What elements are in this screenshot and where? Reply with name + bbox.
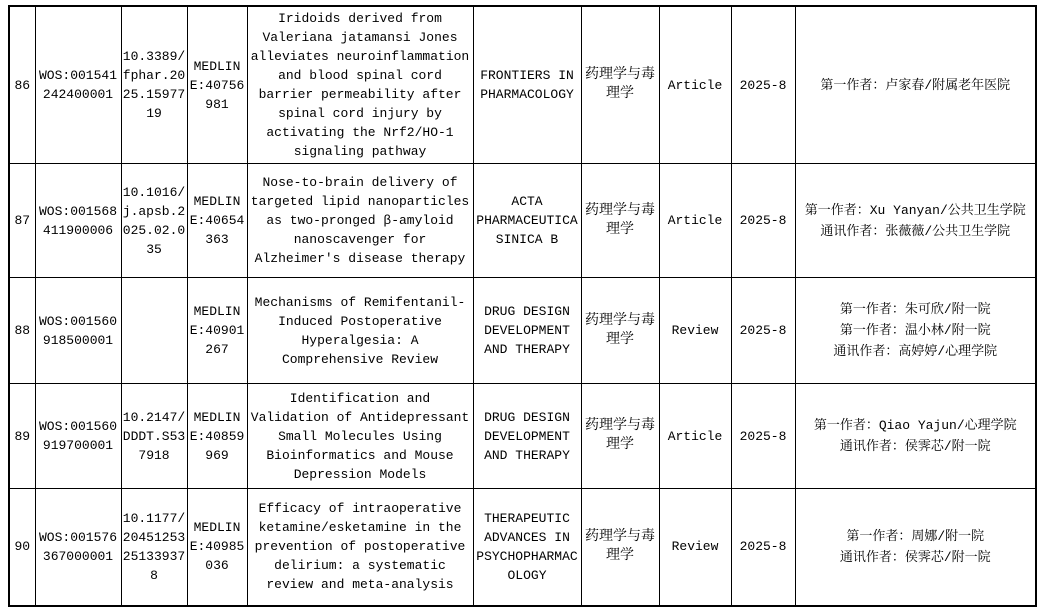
- medline-id: MEDLINE:40985036: [187, 489, 247, 606]
- journal-name: DRUG DESIGN DEVELOPMENT AND THERAPY: [473, 384, 581, 489]
- document-type: Article: [659, 164, 731, 278]
- authors-cell: [795, 384, 1036, 489]
- row-index: 87: [9, 164, 35, 278]
- doi: [121, 278, 187, 384]
- doi: 10.1016/j.apsb.2025.02.035: [121, 164, 187, 278]
- wos-id: WOS:001541242400001: [35, 6, 121, 164]
- table-row: [9, 384, 1036, 489]
- row-index: 89: [9, 384, 35, 489]
- article-title: Iridoids derived from Valeriana jatamansi Jones alleviates neuroinflammation and blood spinal cord barrier permeability after spinal cord injury by activating the Nrf2/HO-1 signaling pathway: [247, 6, 473, 164]
- author-line: 通讯作者：张薇薇/公共卫生学院: [820, 223, 1011, 239]
- journal-name: ACTA PHARMACEUTICA SINICA B: [473, 164, 581, 278]
- subject-category: 药理学与毒理学: [581, 278, 659, 384]
- doi: 10.2147/DDDT.S537918: [121, 384, 187, 489]
- authors-cell: [795, 6, 1036, 164]
- author-line: 通讯作者：高婷婷/心理学院: [833, 344, 998, 359]
- subject-category: 药理学与毒理学: [581, 6, 659, 164]
- author-line: 第一作者：朱可欣/附一院: [839, 302, 991, 317]
- wos-id: WOS:001560919700001: [35, 384, 121, 489]
- article-title: Mechanisms of Remifentanil-Induced Postoperative Hyperalgesia: A Comprehensive Review: [247, 278, 473, 384]
- article-title: Identification and Validation of Antidepressant Small Molecules Using Bioinformatics and Mouse Depression Models: [247, 384, 473, 489]
- wos-id: WOS:001560918500001: [35, 278, 121, 384]
- author-line: 通讯作者：侯霁芯/附一院: [839, 549, 991, 565]
- publish-date: 2025-8: [731, 489, 795, 606]
- document-type: Review: [659, 489, 731, 606]
- publish-date: 2025-8: [731, 6, 795, 164]
- authors-cell: [795, 164, 1036, 278]
- journal-name: THERAPEUTIC ADVANCES IN PSYCHOPHARMACOLOGY: [473, 489, 581, 606]
- wos-id: WOS:001576367000001: [35, 489, 121, 606]
- publish-date: 2025-8: [731, 384, 795, 489]
- article-title: Efficacy of intraoperative ketamine/esketamine in the prevention of postoperative delirium: a systematic review and meta-analysis: [247, 489, 473, 606]
- article-title: Nose-to-brain delivery of targeted lipid nanoparticles as two-pronged β-amyloid nanoscavenger for Alzheimer's disease therapy: [247, 164, 473, 278]
- publish-date: 2025-8: [731, 164, 795, 278]
- medline-id: MEDLINE:40756981: [187, 6, 247, 164]
- author-line: 第一作者：卢家春/附属老年医院: [820, 77, 1011, 93]
- author-line: 第一作者：周娜/附一院: [846, 528, 985, 544]
- subject-category: 药理学与毒理学: [581, 489, 659, 606]
- row-index: 90: [9, 489, 35, 606]
- author-line: 第一作者：温小林/附一院: [839, 323, 991, 338]
- doi: 10.1177/20451253251339378: [121, 489, 187, 606]
- journal-name: FRONTIERS IN PHARMACOLOGY: [473, 6, 581, 164]
- journal-name: DRUG DESIGN DEVELOPMENT AND THERAPY: [473, 278, 581, 384]
- medline-id: MEDLINE:40654363: [187, 164, 247, 278]
- authors-cell: [795, 489, 1036, 606]
- row-index: 86: [9, 6, 35, 164]
- publish-date: 2025-8: [731, 278, 795, 384]
- authors-cell: [795, 278, 1036, 384]
- doi: 10.3389/fphar.2025.1597719: [121, 6, 187, 164]
- document-type: Review: [659, 278, 731, 384]
- row-index: 88: [9, 278, 35, 384]
- table-row: [9, 278, 1036, 384]
- author-line: 第一作者：Qiao Yajun/心理学院: [813, 418, 1017, 433]
- author-line: 第一作者：Xu Yanyan/公共卫生学院: [804, 202, 1026, 218]
- document-type: Article: [659, 6, 731, 164]
- medline-id: MEDLINE:40901267: [187, 278, 247, 384]
- medline-id: MEDLINE:40859969: [187, 384, 247, 489]
- table-row: [9, 489, 1036, 606]
- wos-id: WOS:001568411900006: [35, 164, 121, 278]
- subject-category: 药理学与毒理学: [581, 164, 659, 278]
- table-row: [9, 6, 1036, 164]
- document-type: Article: [659, 384, 731, 489]
- publications-table: [8, 5, 1037, 607]
- table-row: [9, 164, 1036, 278]
- subject-category: 药理学与毒理学: [581, 384, 659, 489]
- table-body: [9, 6, 1036, 606]
- author-line: 通讯作者：侯霁芯/附一院: [839, 439, 991, 454]
